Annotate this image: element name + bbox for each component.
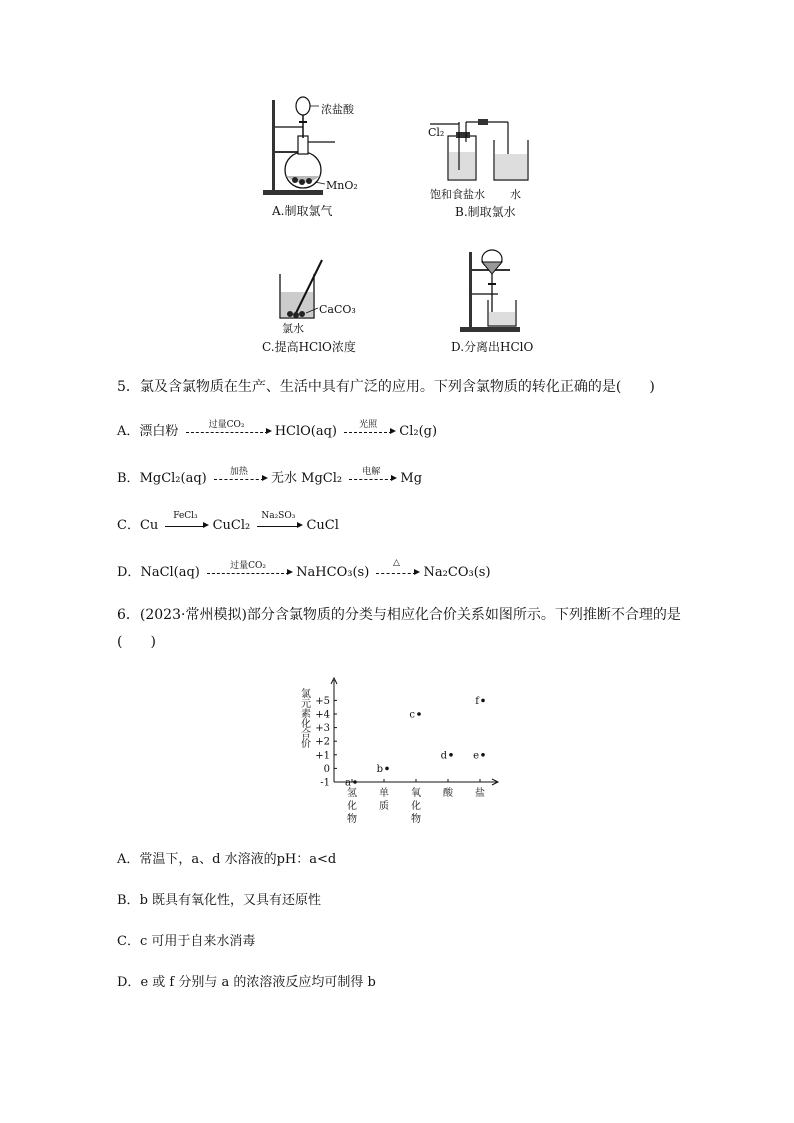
option-text: e 或 f 分别与 a 的浓溶液反应均可制得 b [140,975,376,990]
question-5-option-a [117,420,437,439]
option-substance: Cu [139,518,159,533]
question-6-option-b [117,889,321,908]
option-substance: 无水 MgCl₂ [271,471,343,486]
y-tick-label: +3 [315,723,330,735]
reaction-condition: 加热 [229,467,248,477]
x-tick-label: 氧化物 [411,788,421,825]
reaction-arrow [165,511,205,527]
option-substance: Na₂CO₃(s) [423,565,491,580]
reaction-arrow [349,467,393,480]
option-substance: HClO(aq) [274,424,338,439]
option-substance: NaHCO₃(s) [296,565,370,580]
question-6-stem-line2: ( ) [117,634,156,650]
option-letter: B． [117,471,140,486]
option-letter: A． [117,852,140,867]
reaction-arrow [214,467,264,480]
option-text: b 既具有氧化性，又具有还原性 [139,893,322,908]
apparatus-b-caption: B.制取氯水 [455,205,516,219]
data-point-d [449,753,453,757]
reaction-arrow [344,420,392,433]
apparatus-d-drawing [458,244,538,336]
option-substance: Cl₂(g) [399,424,438,439]
reaction-condition: 过量CO₂ [208,420,245,430]
apparatus-b-drawing [428,118,538,188]
apparatus-c-liquid-label: 氯水 [282,322,304,335]
option-letter: B． [117,893,140,908]
reaction-condition: 光照 [359,420,378,430]
data-point-e [481,753,485,757]
data-label-e: e [473,750,479,762]
option-substance: Mg [400,471,423,486]
reaction-arrow [186,420,268,433]
reaction-condition: FeCl₃ [173,511,198,521]
apparatus-d-caption: D.分离出HClO [451,340,534,354]
reaction-arrow [257,511,299,527]
data-point-f [481,699,485,703]
question-6-stem-line1: 6．(2023·常州模拟)部分含氯物质的分类与相应化合价关系如图所示。下列推断不合理的是 [117,607,681,623]
question-6-option-d [117,971,376,990]
data-point-b [385,767,389,771]
data-label-c: c [409,709,415,721]
reaction-arrow [376,558,416,574]
option-letter: D． [117,565,141,580]
apparatus-a-solid-label: MnO₂ [326,179,358,192]
apparatus-c-solid-label: CaCO₃ [319,303,356,316]
data-label-f: f [475,695,479,707]
question-5-stem: 5．氯及含氯物质在生产、生活中具有广泛的应用。下列含氯物质的转化正确的是( ) [117,379,655,395]
data-point-c [417,712,421,716]
apparatus-c-caption: C.提高HClO浓度 [262,340,356,354]
option-substance: CuCl₂ [212,518,251,533]
y-tick-label: +1 [315,750,330,762]
reaction-condition: △ [392,558,400,568]
data-label-d: d [440,750,447,762]
y-tick-label: 0 [323,763,330,775]
y-axis-label: 氯元素化合价 [298,688,310,748]
question-5-option-d [117,558,491,580]
reaction-condition: 过量CO₂ [230,561,266,571]
valence-chart [290,670,510,830]
x-tick-label: 盐 [475,788,485,799]
option-letter: A． [117,424,140,439]
question-6-option-a [117,848,336,867]
data-label-a: a [345,777,351,789]
reaction-condition: Na₂SO₃ [261,511,296,521]
option-substance: NaCl(aq) [140,565,200,580]
y-tick-label: +5 [315,695,330,707]
apparatus-b-left-label: 饱和食盐水 [430,188,485,201]
option-substance: MgCl₂(aq) [139,471,207,486]
apparatus-b-gas-label: Cl₂ [428,126,445,139]
question-5-option-b [117,467,422,486]
reaction-arrow [207,561,289,574]
question-6-option-c [117,930,255,949]
option-letter: C． [117,934,140,949]
question-5-option-c [117,511,339,533]
option-letter: D． [117,975,141,990]
apparatus-a-acid-label: 浓盐酸 [321,103,354,116]
y-tick-label: +4 [315,709,330,721]
reaction-condition: 电解 [362,467,381,477]
option-text: c 可用于自来水消毒 [139,934,256,949]
option-substance: CuCl [306,518,339,533]
y-tick-label: +2 [315,736,330,748]
x-tick-label: 单质 [379,788,389,812]
option-text: 常温下，a、d 水溶液的pH：a<d [139,852,337,867]
x-tick-label: 酸 [443,788,453,799]
x-tick-label: 氢化物 [347,788,357,825]
y-tick-label: -1 [320,777,330,789]
data-point-a [353,780,357,784]
apparatus-a-caption: A.制取氯气 [272,204,333,218]
data-label-b: b [376,763,383,775]
apparatus-b-right-label: 水 [510,188,521,201]
option-letter: C． [117,518,140,533]
option-substance: 漂白粉 [139,424,179,439]
